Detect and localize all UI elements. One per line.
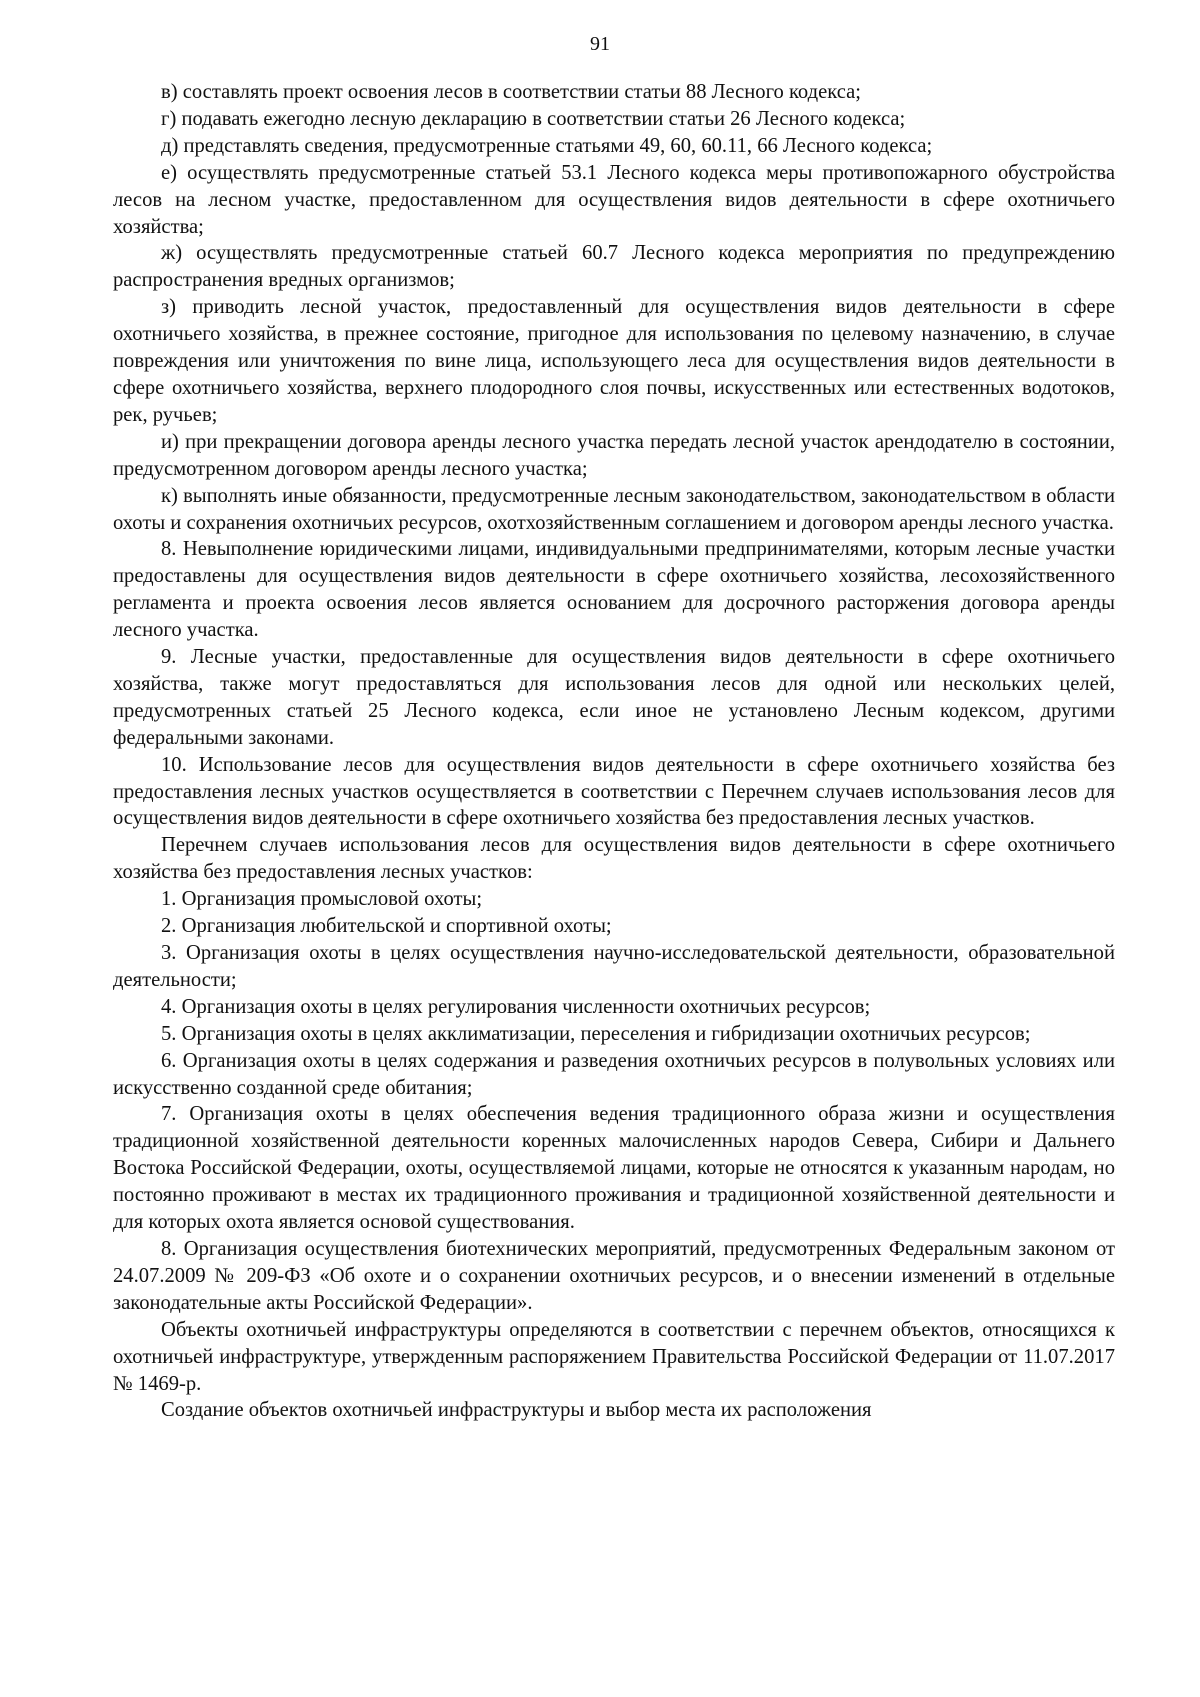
list-item-3: 3. Организация охоты в целях осуществления научно-исследовательской деятельности, образовательной деятельности; <box>113 942 1115 991</box>
paragraph-item-e: е) осуществлять предусмотренные статьей 53.1 Лесного кодекса меры противопожарного обустройства лесов на лесном участке, предоставленном для осуществления видов деятельности в сфере охотничьего хозяйства; <box>113 161 1115 238</box>
paragraph-item-g: г) подавать ежегодно лесную декларацию в соответствии статьи 26 Лесного кодекса; <box>161 107 906 130</box>
paragraph-clause-10: 10. Использование лесов для осуществления видов деятельности в сфере охотничьего хозяйства без предоставления лесных участков осуществляется в соответствии с Перечнем случаев использования лесов для осуществления видов деятельности в сфере охотничьего хозяйства без предоставления лесных участков. <box>113 753 1115 830</box>
paragraph-item-d: д) представлять сведения, предусмотренные статьями 49, 60, 60.11, 66 Лесного кодекса; <box>161 134 933 157</box>
list-item-6: 6. Организация охоты в целях содержания и разведения охотничьих ресурсов в полувольных условиях или искусственно созданной среде обитания; <box>113 1049 1115 1099</box>
list-item-5: 5. Организация охоты в целях акклиматизации, переселения и гибридизации охотничьих ресурсов; <box>161 1022 1031 1045</box>
paragraph-list-intro: Перечнем случаев использования лесов для осуществления видов деятельности в сфере охотничьего хозяйства без предоставления лесных участков: <box>113 834 1115 884</box>
paragraph-clause-8: 8. Невыполнение юридическими лицами, индивидуальными предпринимателями, которым лесные участки предоставлены для осуществления видов деятельности в сфере охотничьего хозяйства, лесохозяйственного регламента и проекта освоения лесов является основанием для досрочного расторжения договора аренды лесного участка. <box>113 538 1115 642</box>
paragraph-item-zh: ж) осуществлять предусмотренные статьей 60.7 Лесного кодекса мероприятия по предупреждению распространения вредных организмов; <box>113 242 1115 292</box>
list-item-2: 2. Организация любительской и спортивной охоты; <box>161 915 612 938</box>
paragraph-item-v: в) составлять проект освоения лесов в соответствии статьи 88 Лесного кодекса; <box>161 81 861 103</box>
paragraph-item-z: з) приводить лесной участок, предоставленный для осуществления видов деятельности в сфере охотничьего хозяйства, в прежнее состояние, пригодное для использования по целевому назначению, в случае повреждения или уничтожения по вине лица, использующего леса для осуществления видов деятельности в сфере охотничьего хозяйства, верхнего плодородного слоя почвы, искусственных или естественных водотоков, рек, ручьев; <box>113 296 1115 426</box>
list-item-7: 7. Организация охоты в целях обеспечения ведения традиционного образа жизни и осуществления традиционной хозяйственной деятельности коренных малочисленных народов Севера, Сибири и Дальнего Востока Российской Федерации, охоты, осуществляемой лицами, которые не относятся к указанным народам, но постоянно проживают в местах их традиционного проживания и традиционной хозяйственной деятельности и для которых охота является основой существования. <box>113 1103 1115 1234</box>
paragraph-item-i: и) при прекращении договора аренды лесного участка передать лесной участок арендодателю в состоянии, предусмотренном договором аренды лесного участка; <box>113 430 1115 480</box>
document-body <box>113 79 1115 1424</box>
paragraph-clause-9: 9. Лесные участки, предоставленные для осуществления видов деятельности в сфере охотничьего хозяйства, также могут предоставляться для использования лесов для одной или нескольких целей, предусмотренных статьей 25 Лесного кодекса, если иное не установлено Лесным кодексом, другими федеральными законами. <box>113 646 1115 749</box>
paragraph-item-k: к) выполнять иные обязанности, предусмотренные лесным законодательством, законодательством в области охоты и сохранения охотничьих ресурсов, охотхозяйственным соглашением и договором аренды лесного участка. <box>113 484 1115 534</box>
list-item-8: 8. Организация осуществления биотехнических мероприятий, предусмотренных Федеральным законом от 24.07.2009 № 209-ФЗ «Об охоте и о сохранении охотничьих ресурсов, и о внесении изменений в отдельные законодательные акты Российской Федерации». <box>113 1237 1115 1314</box>
paragraph-infrastructure: Объекты охотничьей инфраструктуры определяются в соответствии с перечнем объектов, относящихся к охотничьей инфраструктуре, утвержденным распоряжением Правительства Российской Федерации от 11.07.2017 № 1469-р. <box>113 1318 1115 1395</box>
page-number: 91 <box>590 33 610 55</box>
list-item-4: 4. Организация охоты в целях регулирования численности охотничьих ресурсов; <box>161 995 871 1018</box>
list-item-1: 1. Организация промысловой охоты; <box>161 888 483 911</box>
paragraph-creation: Создание объектов охотничьей инфраструктуры и выбор места их расположения <box>161 1399 872 1422</box>
